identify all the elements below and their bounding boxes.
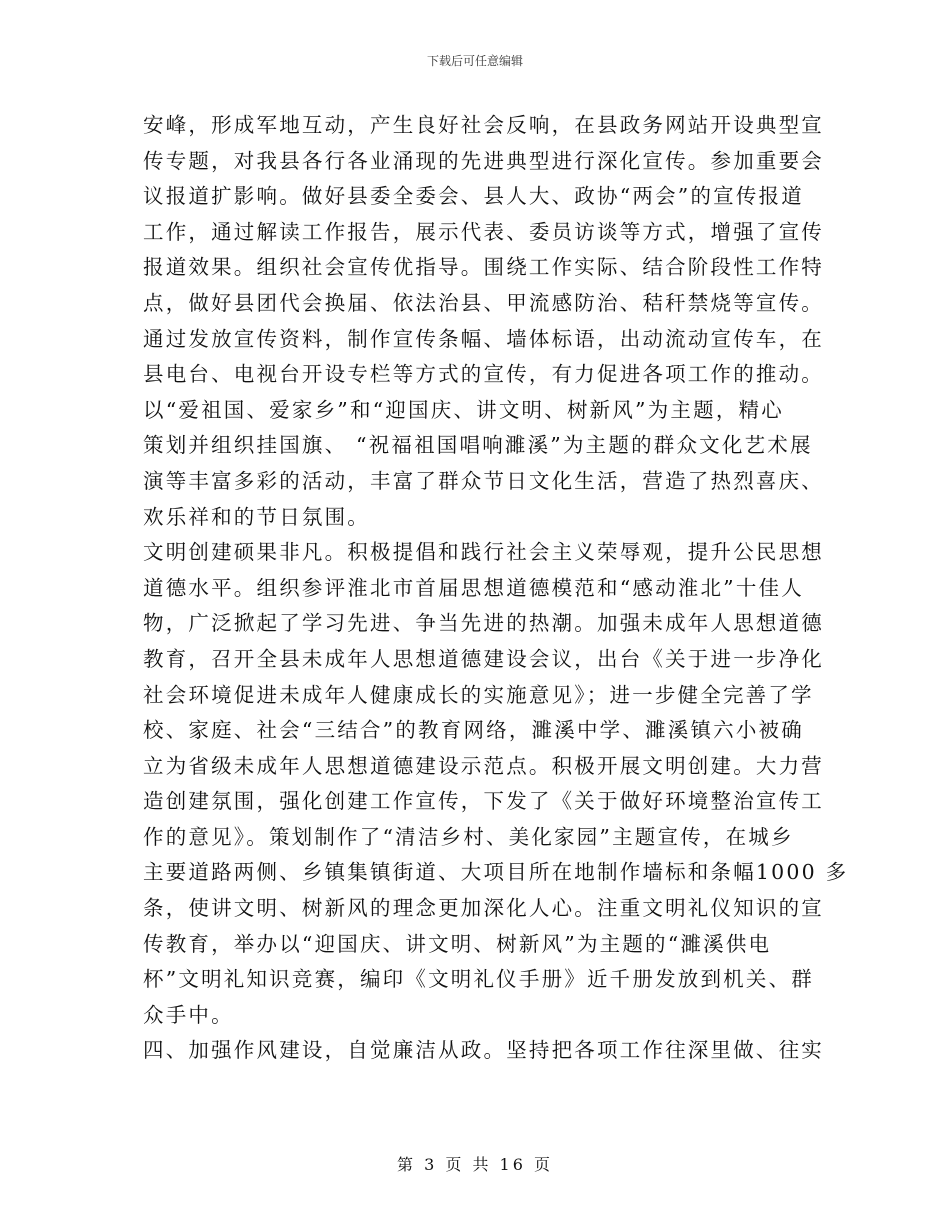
text-line: 条，使讲文明、树新风的理念更加深化人心。注重文明礼仪知识的宣: [143, 896, 824, 921]
page-header: 下载后可任意编辑: [426, 54, 523, 68]
text-line: 社会环境促进未成年人健康成长的实施意见》；进一步健全完善了学: [143, 682, 814, 707]
text-line: 物，广泛掀起了学习先进、争当先进的热潮。加强未成年人思想道德: [143, 611, 824, 636]
text-line: 欢乐祥和的节日氛围。: [143, 504, 370, 529]
text-line: 校、家庭、社会“三结合”的教育网络，濉溪中学、濉溪镇六小被确: [143, 718, 804, 743]
text-line: 通过发放宣传资料，制作宣传条幅、墙体标语，出动流动宣传车，在: [143, 326, 824, 351]
page-number-footer: 第 3 页 共 16 页: [397, 1155, 553, 1174]
text-line: 文明创建硕果非凡。积极提倡和践行社会主义荣辱观，提升公民思想: [143, 540, 824, 565]
text-line: 以“爱祖国、爱家乡”和“迎国庆、讲文明、树新风”为主题，精心: [143, 397, 784, 422]
text-line: 杯”文明礼知识竞赛，编印《文明礼仪手册》近千册发放到机关、群: [143, 967, 814, 992]
text-line: 策划并组织挂国旗、 “祝福祖国唱响濉溪”为主题的群众文化艺术展: [143, 433, 813, 458]
body-text: [143, 108, 849, 1069]
text-line: 传教育，举办以“迎国庆、讲文明、树新风”为主题的“濉溪供电: [143, 931, 772, 956]
text-line: 演等丰富多彩的活动，丰富了群众节日文化生活，营造了热烈喜庆、: [143, 468, 824, 493]
text-line: 主要道路两侧、乡镇集镇街道、大项目所在地制作墙标和条幅1000 多: [143, 860, 849, 885]
text-line: 议报道扩影响。做好县委全委会、县人大、政协“两会”的宣传报道: [143, 184, 804, 209]
text-line: 安峰，形成军地互动，产生良好社会反响，在县政务网站开设典型宣: [143, 113, 824, 137]
text-line: 道德水平。组织参评淮北市首届思想道德模范和“感动淮北”十佳人: [143, 575, 804, 600]
text-line: 教育，召开全县未成年人思想道德建设会议，出台《关于进一步净化: [143, 646, 824, 671]
text-line: 众手中。: [143, 1002, 234, 1027]
text-line: 传专题，对我县各行各业涌现的先进典型进行深化宣传。参加重要会: [143, 148, 824, 173]
text-line: 立为省级未成年人思想道德建设示范点。积极开展文明创建。大力营: [143, 753, 824, 778]
text-line: 作的意见》。策划制作了“清洁乡村、美化家园”主题宣传，在城乡: [143, 824, 794, 849]
text-line: 造创建氛围，强化创建工作宣传，下发了《关于做好环境整治宣传工: [143, 789, 824, 814]
text-line: 四、加强作风建设，自觉廉洁从政。坚持把各项工作往深里做、往实: [143, 1038, 824, 1063]
text-line: 工作，通过解读工作报告，展示代表、委员访谈等方式，增强了宣传: [143, 219, 824, 244]
text-line: 点，做好县团代会换届、依法治县、甲流感防治、秸秆禁烧等宣传。: [143, 290, 824, 315]
text-line: 报道效果。组织社会宣传优指导。围绕工作实际、结合阶段性工作特: [143, 255, 824, 280]
text-line: 县电台、电视台开设专栏等方式的宣传，有力促进各项工作的推动。: [143, 362, 824, 387]
